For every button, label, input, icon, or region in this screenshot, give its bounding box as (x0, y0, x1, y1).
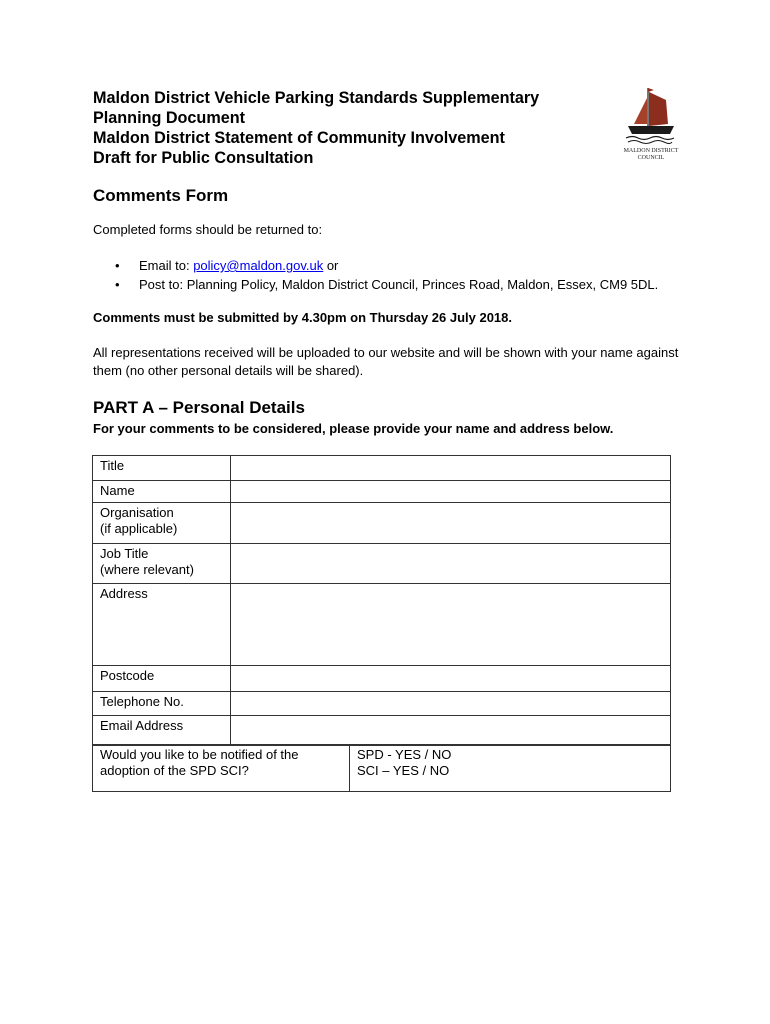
label-job-title (93, 544, 231, 584)
table-row (93, 666, 671, 692)
bullet-icon: • (115, 258, 120, 273)
notification-table (92, 744, 671, 792)
table-row (93, 745, 671, 792)
table-row (93, 544, 671, 584)
email-prefix: Email to: (139, 258, 194, 273)
title-line-1: Maldon District Vehicle Parking Standards Supplementary (93, 89, 540, 107)
logo-caption-line2: COUNCIL (637, 155, 665, 161)
organisation-field[interactable] (231, 503, 671, 544)
document-title (93, 88, 613, 168)
label-telephone: Telephone No. (93, 692, 231, 716)
email-link[interactable]: policy@maldon.gov.uk (193, 258, 324, 273)
notify-option-spd[interactable]: SPD - YES / NO (357, 747, 452, 762)
table-row (93, 481, 671, 503)
notify-option-sci[interactable]: SCI – YES / NO (357, 763, 450, 778)
title-line-4: Draft for Public Consultation (93, 149, 314, 167)
notify-options[interactable] (350, 745, 671, 792)
title-line-2: Planning Document (93, 109, 245, 127)
title-field[interactable] (231, 456, 671, 481)
postcode-field[interactable] (231, 666, 671, 692)
comments-form-heading: Comments Form (93, 186, 229, 205)
table-row (93, 503, 671, 544)
part-a-heading: PART A – Personal Details (93, 398, 305, 417)
title-line-3: Maldon District Statement of Community Involvement (93, 129, 505, 147)
table-row (93, 456, 671, 481)
label-organisation (93, 503, 231, 544)
list-item-post (93, 275, 658, 294)
label-organisation-line2: (if applicable) (100, 521, 178, 536)
label-job-title-line2: (where relevant) (100, 562, 194, 577)
name-field[interactable] (231, 481, 671, 503)
table-row (93, 692, 671, 716)
telephone-field[interactable] (231, 692, 671, 716)
notify-question: Would you like to be notified of the adoption of the SPD SCI? (93, 745, 350, 792)
label-name: Name (93, 481, 231, 503)
representations-text: All representations received will be uploaded to our website and will be shown with your name against them (no other personal details will be shared). (93, 345, 679, 378)
return-methods-list (93, 256, 658, 294)
label-postcode: Postcode (93, 666, 231, 692)
table-row (93, 716, 671, 746)
council-logo (612, 84, 690, 168)
label-address: Address (93, 584, 231, 666)
intro-text: Completed forms should be returned to: (93, 222, 323, 237)
part-a-subheading: For your comments to be considered, please provide your name and address below. (93, 421, 614, 436)
personal-details-table (92, 455, 671, 746)
logo-caption-line1: MALDON DISTRICT (623, 148, 679, 154)
post-address: Post to: Planning Policy, Maldon District Council, Princes Road, Maldon, Essex, CM9 5DL. (139, 277, 659, 292)
email-field[interactable] (231, 716, 671, 746)
sailing-barge-logo-icon (612, 84, 690, 148)
label-organisation-line1: Organisation (100, 505, 174, 520)
table-row (93, 584, 671, 666)
email-suffix: or (323, 258, 339, 273)
list-item-email (93, 256, 658, 275)
deadline-text: Comments must be submitted by 4.30pm on Thursday 26 July 2018. (93, 310, 513, 325)
bullet-icon: • (115, 277, 120, 292)
label-email: Email Address (93, 716, 231, 746)
job-title-field[interactable] (231, 544, 671, 584)
address-field[interactable] (231, 584, 671, 666)
label-title: Title (93, 456, 231, 481)
label-job-title-line1: Job Title (100, 546, 149, 561)
